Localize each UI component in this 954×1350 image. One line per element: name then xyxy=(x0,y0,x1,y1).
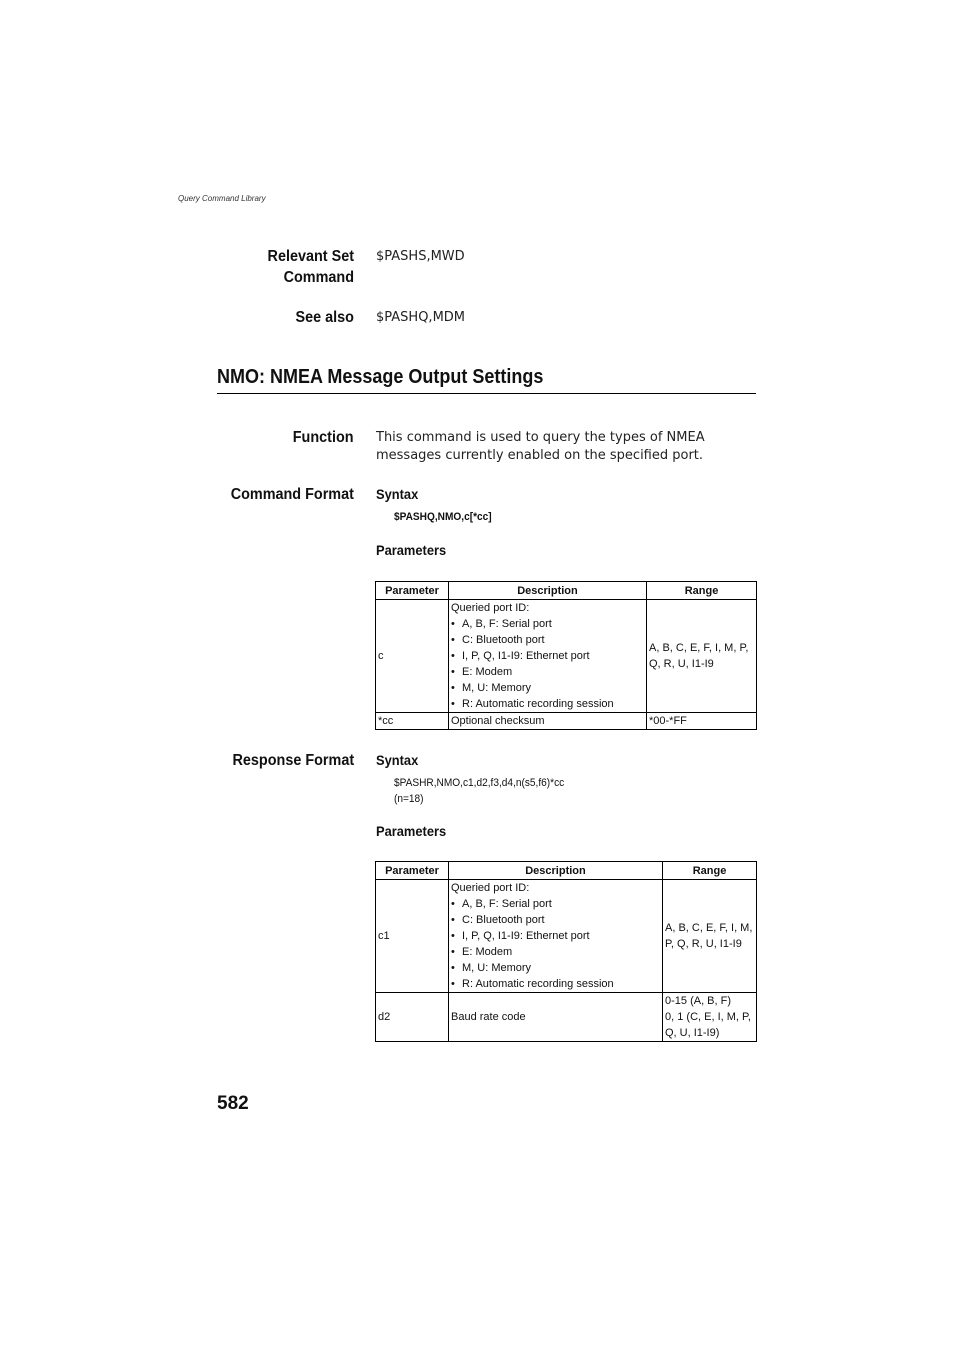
response-syntax-count: (n=18) xyxy=(394,793,424,805)
command-syntax-heading: Syntax xyxy=(376,486,419,502)
range-line: 0-15 (A, B, F) xyxy=(665,995,732,1007)
header-description: Description xyxy=(449,582,647,600)
range-line: 0, 1 (C, E, I, M, P, Q, U, I1-I9) xyxy=(665,1011,751,1039)
list-item: • I, P, Q, I1-I9: Ethernet port xyxy=(451,648,644,664)
list-item: • E: Modem xyxy=(451,664,644,680)
section-title: NMO: NMEA Message Output Settings xyxy=(217,366,756,394)
list-item: • A, B, F: Serial port xyxy=(451,616,644,632)
header-range: Range xyxy=(647,582,757,600)
command-parameters-table xyxy=(375,581,757,730)
list-item: • R: Automatic recording session xyxy=(451,696,644,712)
description-cell: Optional checksum xyxy=(449,713,647,730)
list-item: • R: Automatic recording session xyxy=(451,976,660,992)
range-cell xyxy=(663,993,757,1042)
description-cell: Baud rate code xyxy=(449,993,663,1042)
command-syntax: $PASHQ,NMO,c[*cc] xyxy=(394,511,492,523)
param-cell: c xyxy=(376,600,449,713)
header-parameter: Parameter xyxy=(376,862,449,880)
response-syntax: $PASHR,NMO,c1,d2,f3,d4,n(s5,f6)*cc xyxy=(394,777,565,789)
description-cell xyxy=(449,600,647,713)
relevant-set-label: Relevant Set Command xyxy=(267,248,354,286)
description-intro: Queried port ID: xyxy=(451,882,530,894)
range-cell: A, B, C, E, F, I, M, P, Q, R, U, I1-I9 xyxy=(663,880,757,993)
range-cell: *00-*FF xyxy=(647,713,757,730)
list-item: • A, B, F: Serial port xyxy=(451,896,660,912)
description-intro: Queried port ID: xyxy=(451,602,530,614)
port-list xyxy=(451,896,660,992)
list-item: • E: Modem xyxy=(451,944,660,960)
description-cell xyxy=(449,880,663,993)
command-parameters-heading: Parameters xyxy=(376,542,447,558)
list-item: • I, P, Q, I1-I9: Ethernet port xyxy=(451,928,660,944)
list-item: • M, U: Memory xyxy=(451,680,644,696)
table-row xyxy=(376,880,757,993)
table-row xyxy=(376,713,757,730)
header-parameter: Parameter xyxy=(376,582,449,600)
command-format-label: Command Format xyxy=(230,486,354,503)
response-format-label: Response Format xyxy=(232,752,354,769)
list-item: • C: Bluetooth port xyxy=(451,632,644,648)
list-item: • C: Bluetooth port xyxy=(451,912,660,928)
function-label: Function xyxy=(293,429,354,446)
param-cell: d2 xyxy=(376,993,449,1042)
table-header-row xyxy=(376,582,757,600)
list-item: • M, U: Memory xyxy=(451,960,660,976)
param-cell: c1 xyxy=(376,880,449,993)
header-description: Description xyxy=(449,862,663,880)
page-number: 582 xyxy=(217,1093,249,1114)
see-also-label: See also xyxy=(295,309,354,326)
param-cell: *cc xyxy=(376,713,449,730)
response-syntax-heading: Syntax xyxy=(376,752,419,768)
relevant-set-value: $PASHS,MWD xyxy=(376,249,465,264)
table-header-row xyxy=(376,862,757,880)
response-parameters-table xyxy=(375,861,757,1042)
see-also-value: $PASHQ,MDM xyxy=(376,310,466,325)
range-cell: A, B, C, E, F, I, M, P, Q, R, U, I1-I9 xyxy=(647,600,757,713)
running-header: Query Command Library xyxy=(178,194,266,203)
port-list xyxy=(451,616,644,712)
table-row xyxy=(376,600,757,713)
header-range: Range xyxy=(663,862,757,880)
table-row xyxy=(376,993,757,1042)
function-text: This command is used to query the types of NMEA messages currently enabled on the specified port. xyxy=(376,430,705,463)
response-parameters-heading: Parameters xyxy=(376,823,447,839)
